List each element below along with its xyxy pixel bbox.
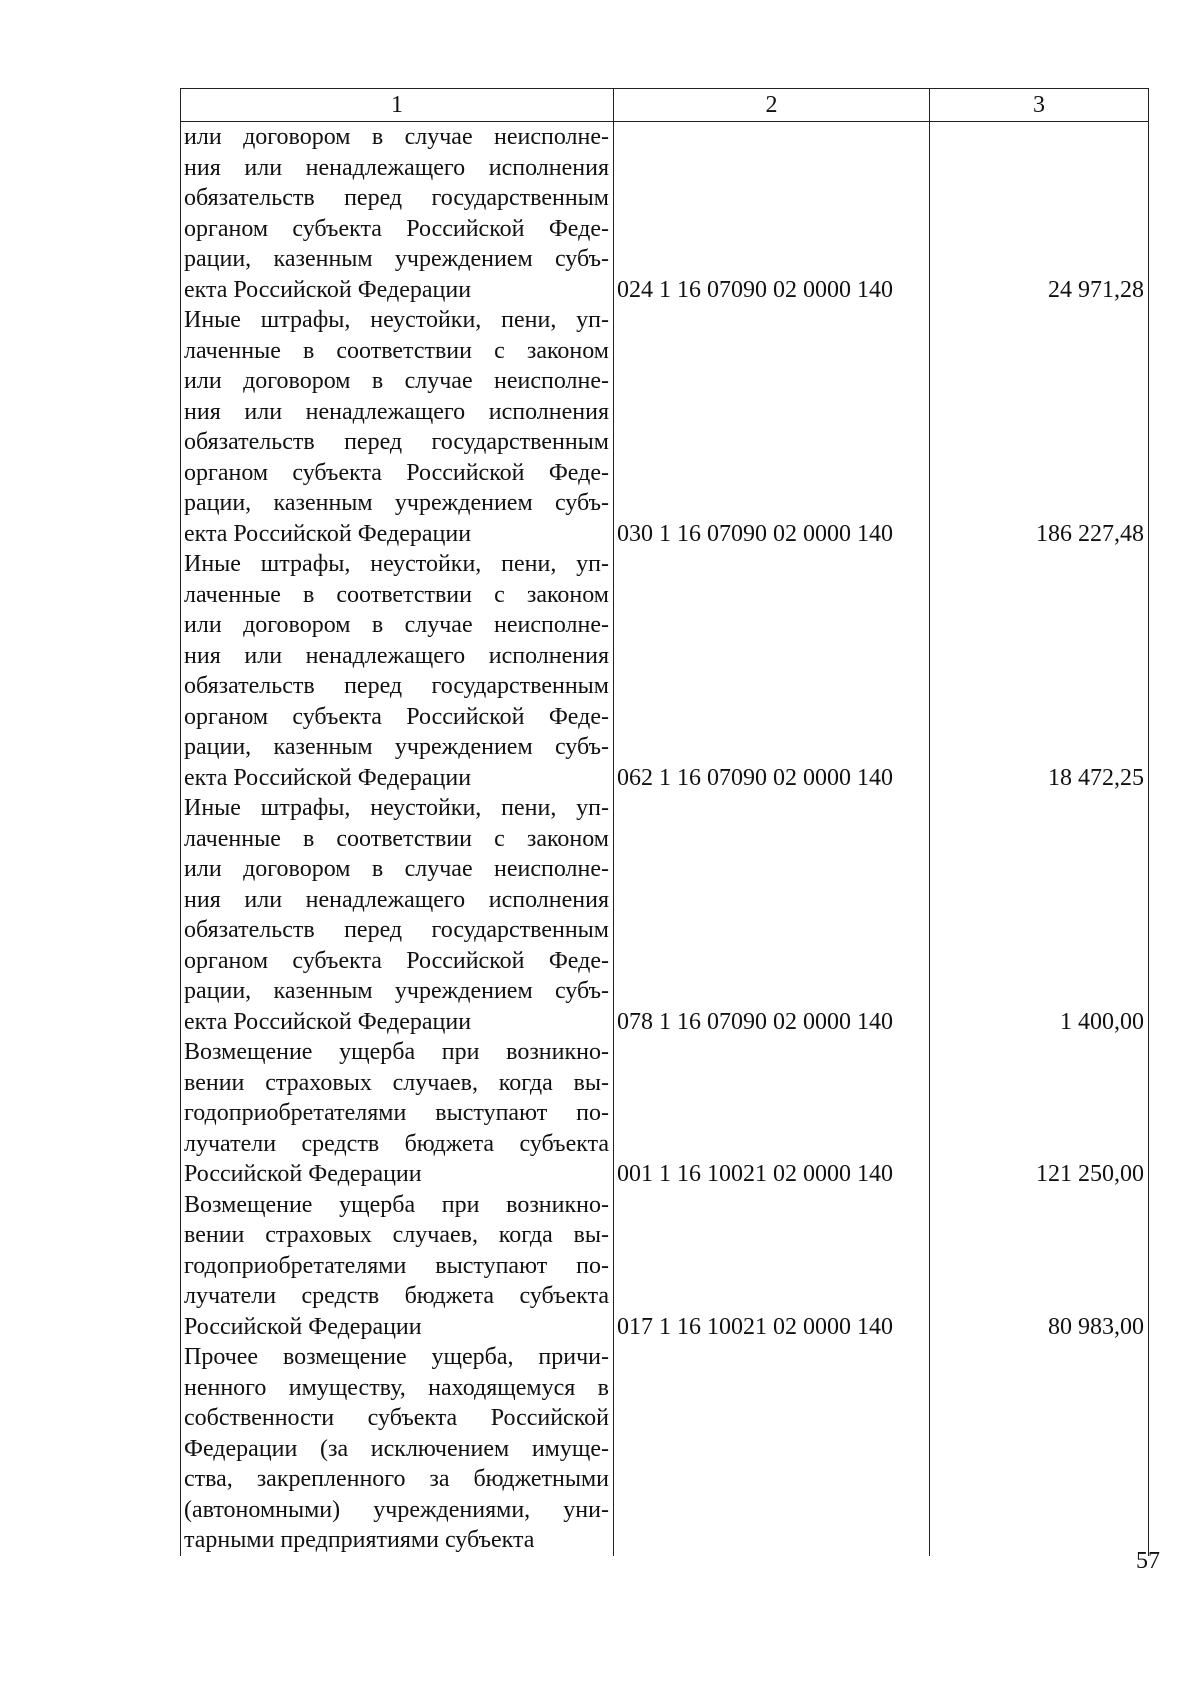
row-amount: 18 472,25 [930,549,1149,793]
table-row [181,122,1149,306]
description-line: тарными предприятиями субъекта [184,1527,535,1553]
table-row [181,305,1149,549]
table-row [181,1190,1149,1343]
description-line: Российской Федерации [184,1161,422,1187]
description-line: Российской Федерации [184,1313,422,1340]
description-line: или договором в случае неисполне- [184,856,609,882]
description-line: рации, казенным учреждением субъ- [184,490,609,516]
description-line: екта Российской Федерации [184,764,472,791]
description-line: Иные штрафы, неустойки, пени, уп- [184,307,609,333]
row-description [181,1342,614,1556]
description-line: Иные штрафы, неустойки, пени, уп- [184,795,609,821]
row-amount [930,1342,1149,1556]
description-line: Возмещение ущерба при возникно- [184,1039,609,1065]
description-line: лаченные в соответствии с законом [184,825,609,852]
description-line: Иные штрафы, неустойки, пени, уп- [184,551,609,577]
table-row [181,1342,1149,1556]
description-line: собственности субъекта Российской [184,1405,609,1431]
table-row [181,793,1149,1037]
description-line: или договором в случае неисполне- [184,612,609,638]
description-line: лаченные в соответствии с законом [184,581,609,608]
description-line: обязательств перед государственным [184,917,609,943]
row-amount: 24 971,28 [930,122,1149,306]
header-col-2: 2 [614,89,930,122]
table-body [181,122,1149,1556]
description-line: обязательств перед государственным [184,429,609,455]
description-line: органом субъекта Российской Феде- [184,703,609,730]
description-line: ния или ненадлежащего исполнения [184,642,609,669]
row-description [181,1037,614,1190]
row-code: 030 1 16 07090 02 0000 140 [614,305,930,549]
description-line: ненного имуществу, находящемуся в [184,1374,609,1401]
table-row [181,1037,1149,1190]
description-line: обязательств перед государственным [184,673,609,699]
description-line: обязательств перед государственным [184,185,609,211]
header-col-3: 3 [930,89,1149,122]
table-row [181,549,1149,793]
description-line: Возмещение ущерба при возникно- [184,1191,609,1218]
page-number: 57 [1136,1548,1160,1574]
description-line: лаченные в соответствии с законом [184,337,609,364]
description-line: екта Российской Федерации [184,520,472,547]
description-line: екта Российской Федерации [184,276,472,303]
row-description [181,122,614,306]
row-code: 078 1 16 07090 02 0000 140 [614,793,930,1037]
description-line: (автономными) учреждениями, уни- [184,1496,609,1523]
row-description [181,793,614,1037]
row-code: 024 1 16 07090 02 0000 140 [614,122,930,306]
description-line: или договором в случае неисполне- [184,368,609,394]
row-description [181,1190,614,1343]
row-amount: 1 400,00 [930,793,1149,1037]
row-code: 017 1 16 10021 02 0000 140 [614,1190,930,1343]
description-line: органом субъекта Российской Феде- [184,459,609,486]
description-line: рации, казенным учреждением субъ- [184,978,609,1004]
header-row [181,89,1149,122]
description-line: лучатели средств бюджета субъекта [184,1130,609,1157]
description-line: Федерации (за исключением имуще- [184,1435,609,1462]
description-line: лучатели средств бюджета субъекта [184,1283,609,1309]
description-line: екта Российской Федерации [184,1008,472,1035]
revenue-table [180,88,1149,1556]
description-line: ния или ненадлежащего исполнения [184,154,609,181]
description-line: вении страховых случаев, когда вы- [184,1069,609,1096]
description-line: или договором в случае неисполне- [184,124,609,150]
description-line: рации, казенным учреждением субъ- [184,246,609,272]
description-line: Прочее возмещение ущерба, причи- [184,1344,609,1370]
row-amount: 121 250,00 [930,1037,1149,1190]
row-amount: 186 227,48 [930,305,1149,549]
row-description [181,549,614,793]
row-amount: 80 983,00 [930,1190,1149,1343]
description-line: годоприобретателями выступают по- [184,1252,609,1279]
row-description [181,305,614,549]
description-line: ния или ненадлежащего исполнения [184,398,609,425]
description-line: органом субъекта Российской Феде- [184,215,609,242]
description-line: вении страховых случаев, когда вы- [184,1222,609,1248]
row-code: 062 1 16 07090 02 0000 140 [614,549,930,793]
table-header [181,89,1149,122]
description-line: ния или ненадлежащего исполнения [184,886,609,913]
description-line: годоприобретателями выступают по- [184,1100,609,1126]
row-code: 001 1 16 10021 02 0000 140 [614,1037,930,1190]
header-col-1: 1 [181,89,614,122]
description-line: рации, казенным учреждением субъ- [184,734,609,760]
row-code [614,1342,930,1556]
description-line: ства, закрепленного за бюджетными [184,1466,609,1492]
description-line: органом субъекта Российской Феде- [184,947,609,974]
